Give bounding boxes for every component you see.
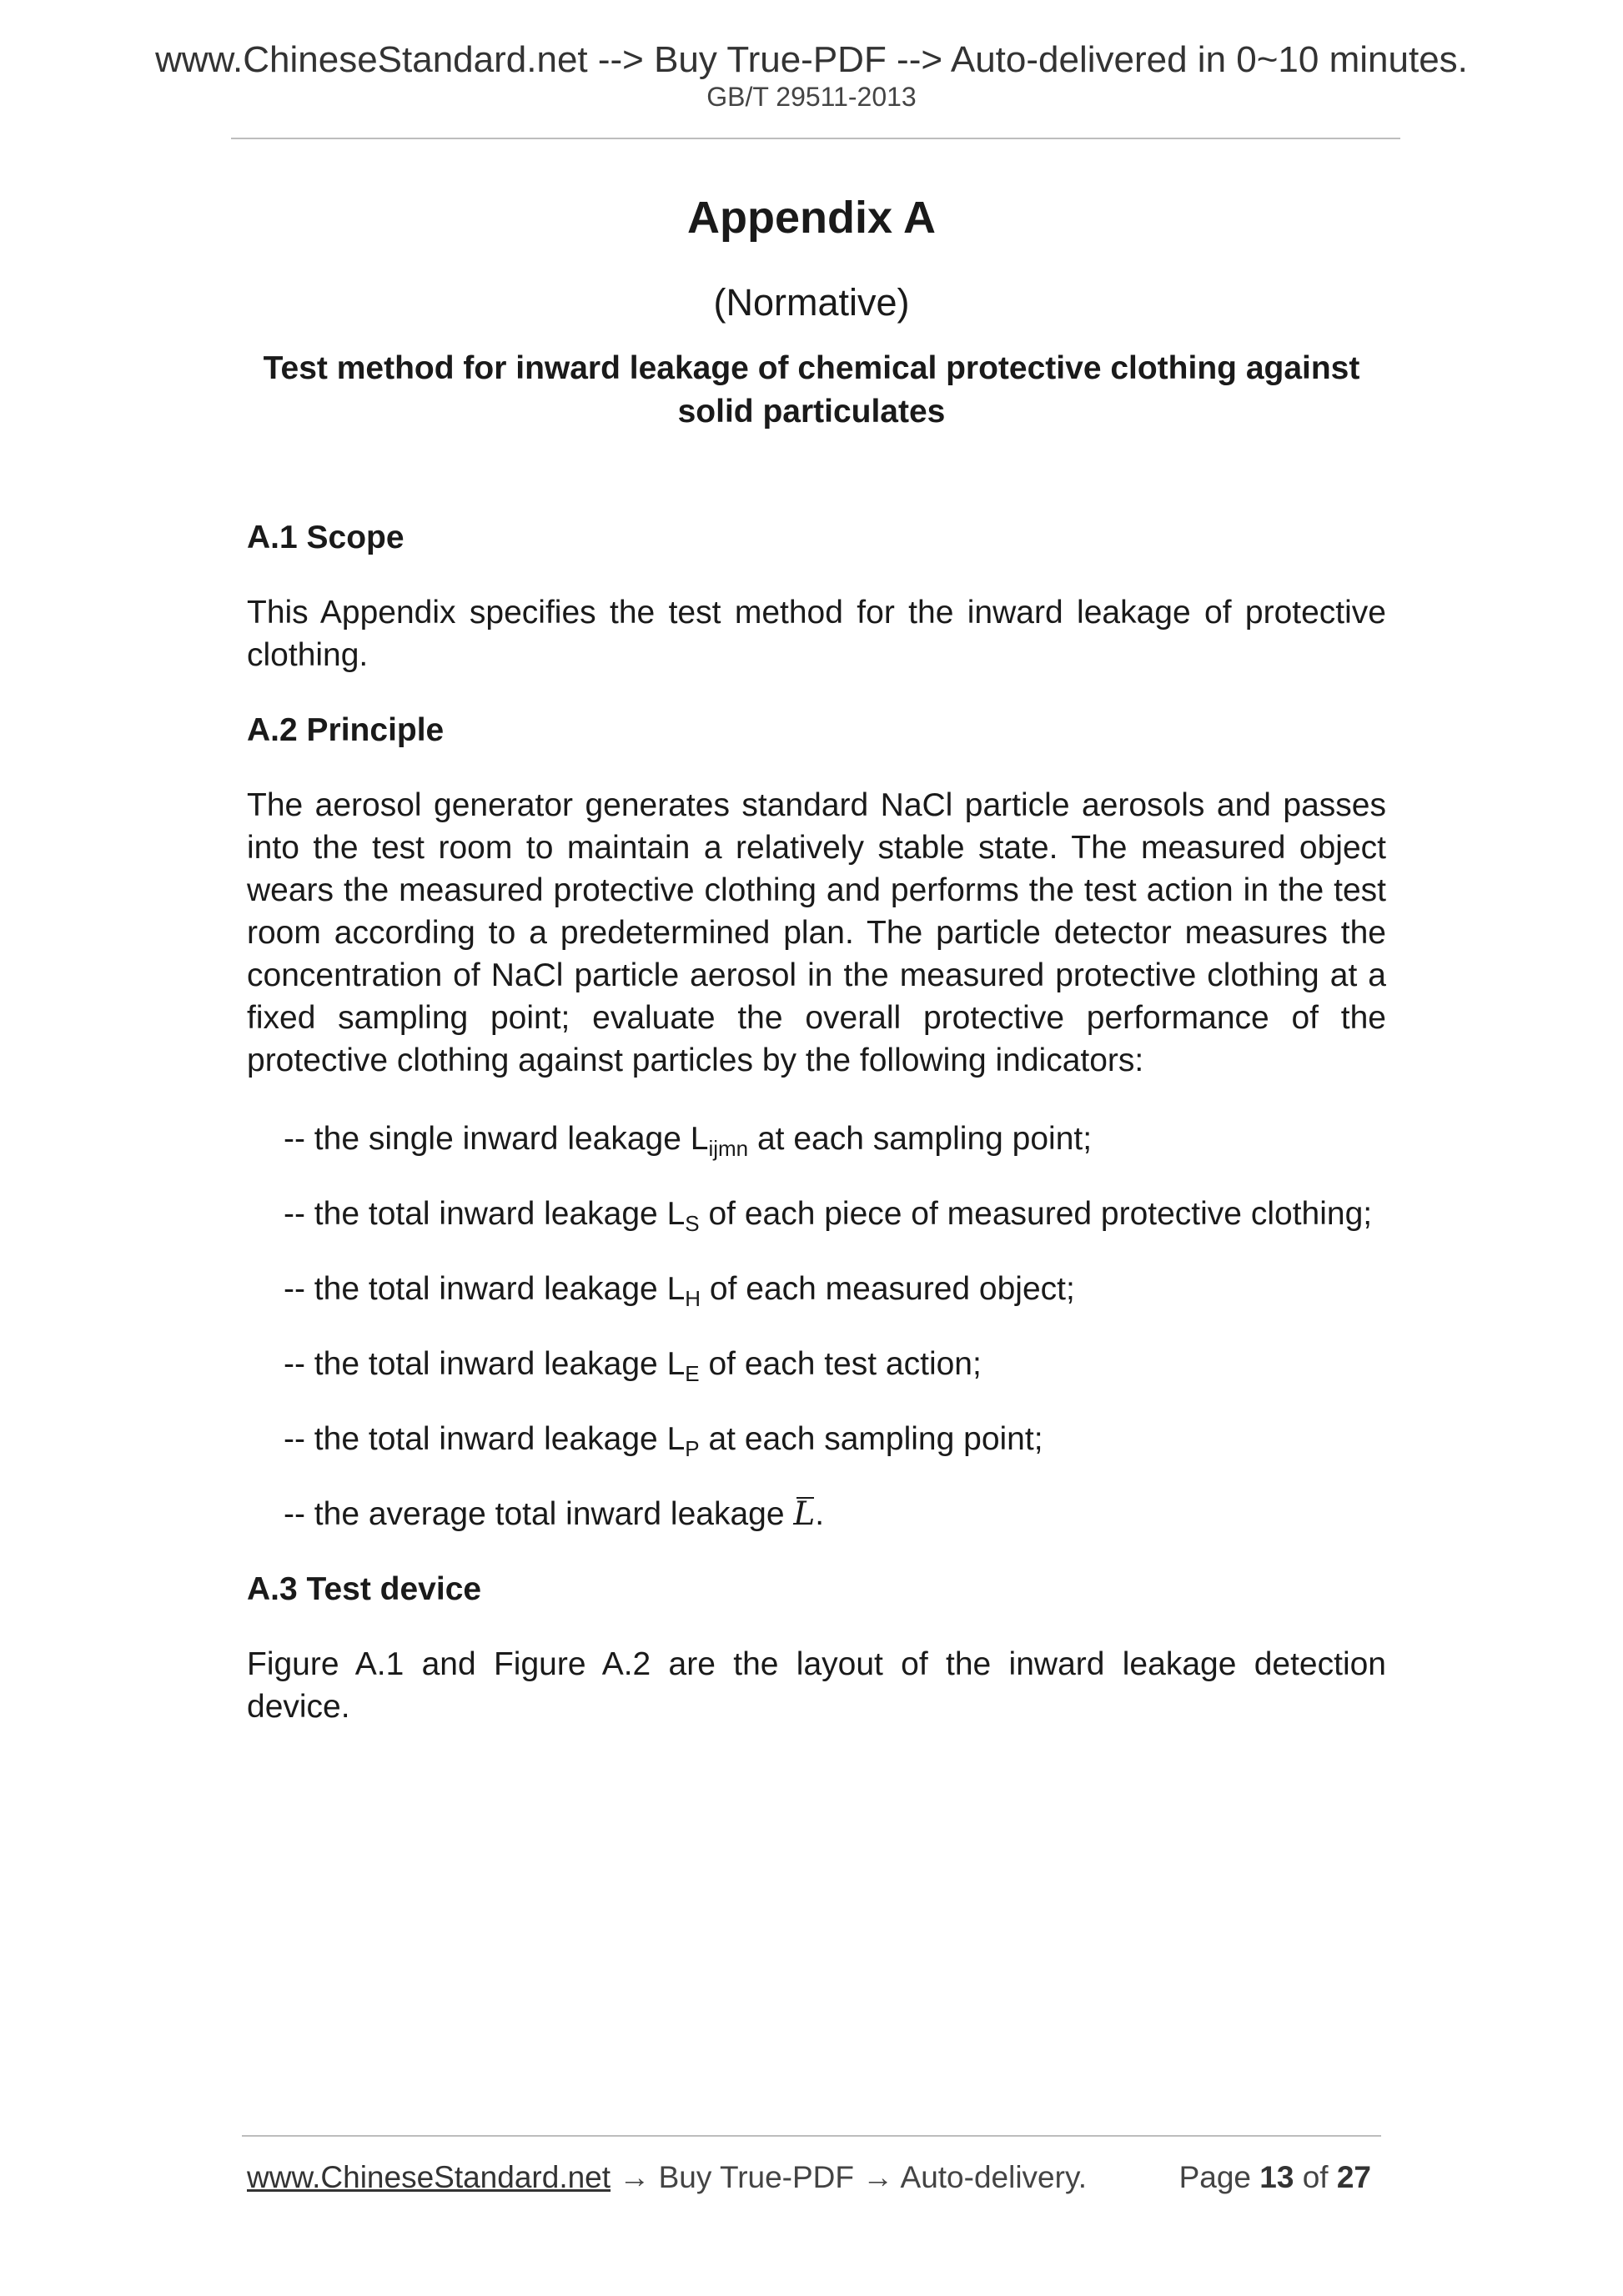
item-subscript: P	[685, 1436, 700, 1461]
appendix-title: Appendix A	[686, 193, 936, 243]
appendix-heading-line-1: Test method for inward leakage of chemical protective clothing against	[263, 350, 1360, 386]
item-text: of each piece of measured protective clothing;	[699, 1196, 1373, 1232]
section-a1-body: This Appendix specifies the test method for the inward leakage of protective clothing.	[247, 595, 1386, 673]
item-text: of each measured object;	[701, 1271, 1075, 1307]
section-a1-heading: A.1 Scope	[247, 520, 404, 555]
item-text: -- the total inward leakage L	[284, 1196, 686, 1232]
list-item	[284, 1193, 1393, 1235]
footer-site-link[interactable]: www.ChineseStandard.net	[247, 2160, 611, 2194]
list-item	[284, 1268, 1393, 1310]
item-text: -- the total inward leakage L	[284, 1421, 686, 1457]
item-text: -- the average total inward leakage	[284, 1496, 794, 1532]
page-indicator	[1179, 2158, 1371, 2197]
item-text: at each sampling point;	[748, 1121, 1093, 1157]
item-text: .	[815, 1496, 825, 1532]
section-a2-body: The aerosol generator generates standard NaCl particle aerosols and passes into the test room to maintain a relatively stable state. The measured object wears the measured protective clothing and performs the test action in the test room according to a predetermined plan. The particle detector measures the concentration of NaCl particle aerosol in the measured protective clothing at a fixed sampling point; evaluate the overall protective performance of the protective clothing against particles by the following indicators:	[247, 787, 1386, 1078]
list-item	[284, 1118, 1393, 1160]
item-subscript: ijmn	[708, 1136, 749, 1161]
item-subscript: E	[685, 1361, 700, 1386]
item-text: -- the single inward leakage L	[284, 1121, 709, 1157]
page-number: 13	[1259, 2160, 1294, 2194]
item-text: of each test action;	[699, 1346, 982, 1382]
of-label: of	[1302, 2160, 1329, 2194]
site-banner: www.ChineseStandard.net --> Buy True-PDF --> Auto-delivered in 0~10 minutes.	[155, 39, 1468, 80]
item-subscript: H	[685, 1286, 701, 1311]
l-bar-symbol: L	[793, 1495, 816, 1533]
list-item	[284, 1418, 1393, 1460]
appendix-heading-line-2: solid particulates	[677, 394, 946, 430]
item-text: at each sampling point;	[699, 1421, 1043, 1457]
standard-code: GB/T 29511-2013	[706, 82, 917, 112]
footer-divider	[242, 2135, 1381, 2137]
appendix-heading	[242, 347, 1381, 434]
section-a2-heading: A.2 Principle	[247, 712, 445, 748]
appendix-subtitle: (Normative)	[713, 281, 910, 324]
list-item	[284, 1343, 1393, 1385]
list-item	[284, 1493, 1393, 1535]
item-subscript: S	[685, 1211, 700, 1236]
page-footer	[247, 2158, 1381, 2197]
header-divider	[231, 138, 1400, 139]
footer-text: → Buy True-PDF → Auto-delivery.	[611, 2160, 1087, 2194]
item-text: -- the total inward leakage L	[284, 1346, 686, 1382]
page-total: 27	[1336, 2160, 1371, 2194]
page-label: Page	[1178, 2160, 1251, 2194]
section-a3-heading: A.3 Test device	[247, 1571, 482, 1607]
item-text: -- the total inward leakage L	[284, 1271, 686, 1307]
section-a3-body: Figure A.1 and Figure A.2 are the layout of the inward leakage detection device.	[247, 1646, 1386, 1725]
